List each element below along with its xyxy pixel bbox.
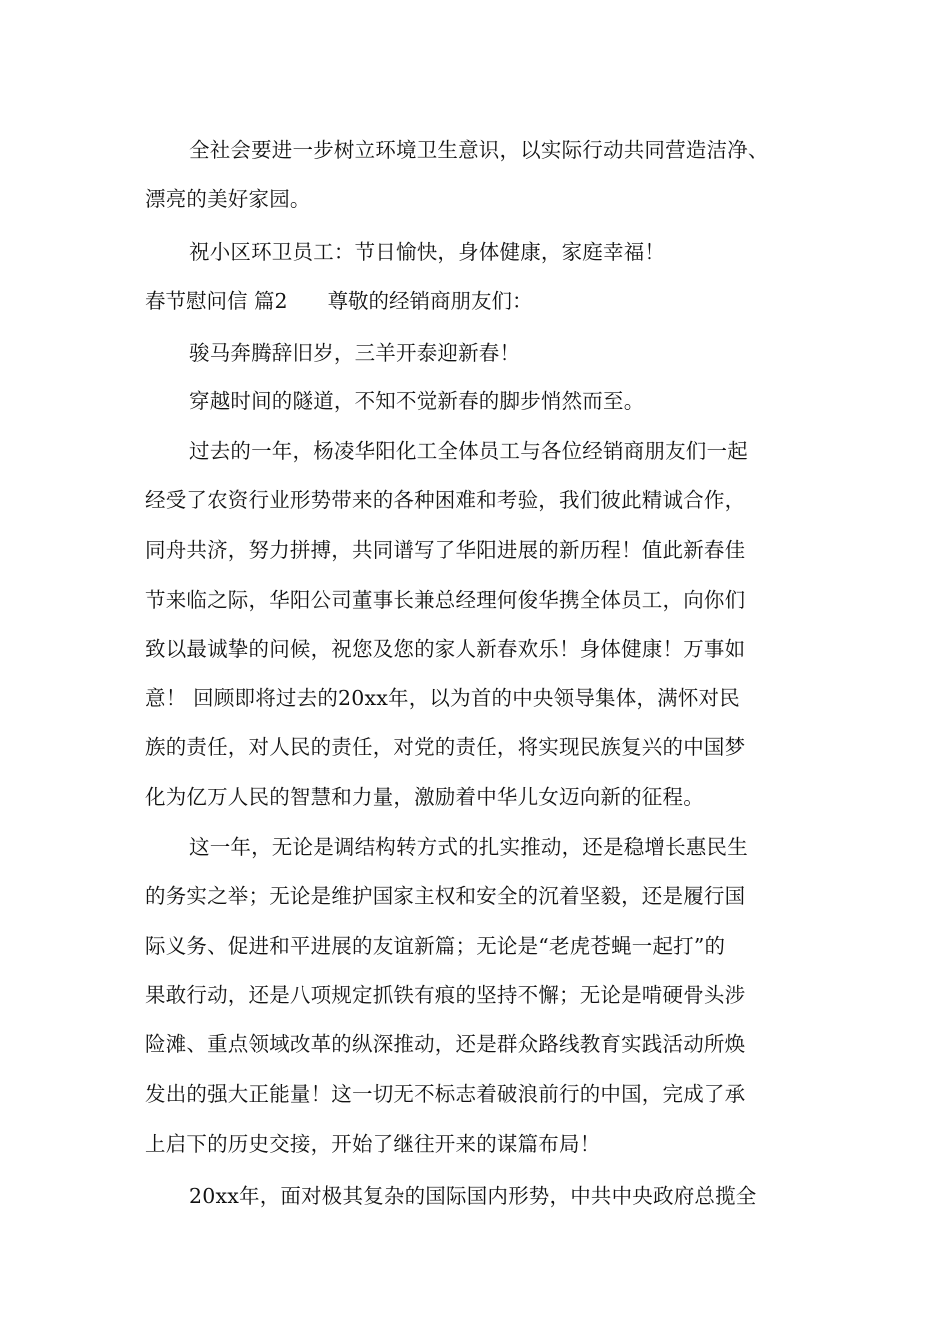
- text-line: 际义务、促进和平进展的友谊新篇；无论是“老虎苍蝇一起打”的: [145, 934, 726, 958]
- text-line: 穿越时间的隧道，不知不觉新春的脚步悄然而至。: [189, 389, 645, 413]
- text-line: 致以最诚挚的问候，祝您及您的家人新春欢乐！身体健康！万事如: [145, 637, 746, 661]
- text-line: 化为亿万人民的智慧和力量，激励着中华儿女迈向新的征程。: [145, 785, 704, 809]
- text-line: 发出的强大正能量！这一切无不标志着破浪前行的中国，完成了承: [145, 1082, 746, 1106]
- text-line: 祝小区环卫员工：节日愉快，身体健康，家庭幸福！: [189, 240, 666, 264]
- text-line: 骏马奔腾辞旧岁，三羊开泰迎新春！: [189, 341, 521, 365]
- section-heading-line: [145, 286, 533, 316]
- text-line: 这一年，无论是调结构转方式的扎实推动，还是稳增长惠民生: [189, 835, 748, 859]
- section-heading: 春节慰问信 篇2: [145, 289, 288, 313]
- text-line: 意！ 回顾即将过去的20xx年，以为首的中央领导集体，满怀对民: [145, 686, 740, 710]
- text-line: 漂亮的美好家园。: [145, 187, 311, 211]
- text-line: 的务实之举；无论是维护国家主权和安全的沉着坚毅，还是履行国: [145, 884, 746, 908]
- text-line: 险滩、重点领域改革的纵深推动，还是群众路线教育实践活动所焕: [145, 1032, 746, 1056]
- text-line: 节来临之际，华阳公司董事长兼总经理何俊华携全体员工，向你们: [145, 588, 746, 612]
- text-line: 族的责任，对人民的责任，对党的责任，将实现民族复兴的中国梦: [145, 735, 746, 759]
- text-line: 同舟共济，努力拼搏，共同谱写了华阳进展的新历程！值此新春佳: [145, 538, 746, 562]
- text-line: 经受了农资行业形势带来的各种困难和考验，我们彼此精诚合作，: [145, 488, 746, 512]
- text-line: 过去的一年，杨凌华阳化工全体员工与各位经销商朋友们一起: [189, 439, 748, 463]
- text-line: 果敢行动，还是八项规定抓铁有痕的坚持不懈；无论是啃硬骨头涉: [145, 983, 746, 1007]
- salutation: 尊敬的经销商朋友们：: [327, 289, 533, 313]
- text-line: 上启下的历史交接，开始了继往开来的谋篇布局！: [145, 1132, 601, 1156]
- text-line: 全社会要进一步树立环境卫生意识，以实际行动共同营造洁净、: [189, 138, 769, 162]
- text-line: 20xx年，面对极其复杂的国际国内形势，中共中央政府总揽全: [189, 1184, 757, 1208]
